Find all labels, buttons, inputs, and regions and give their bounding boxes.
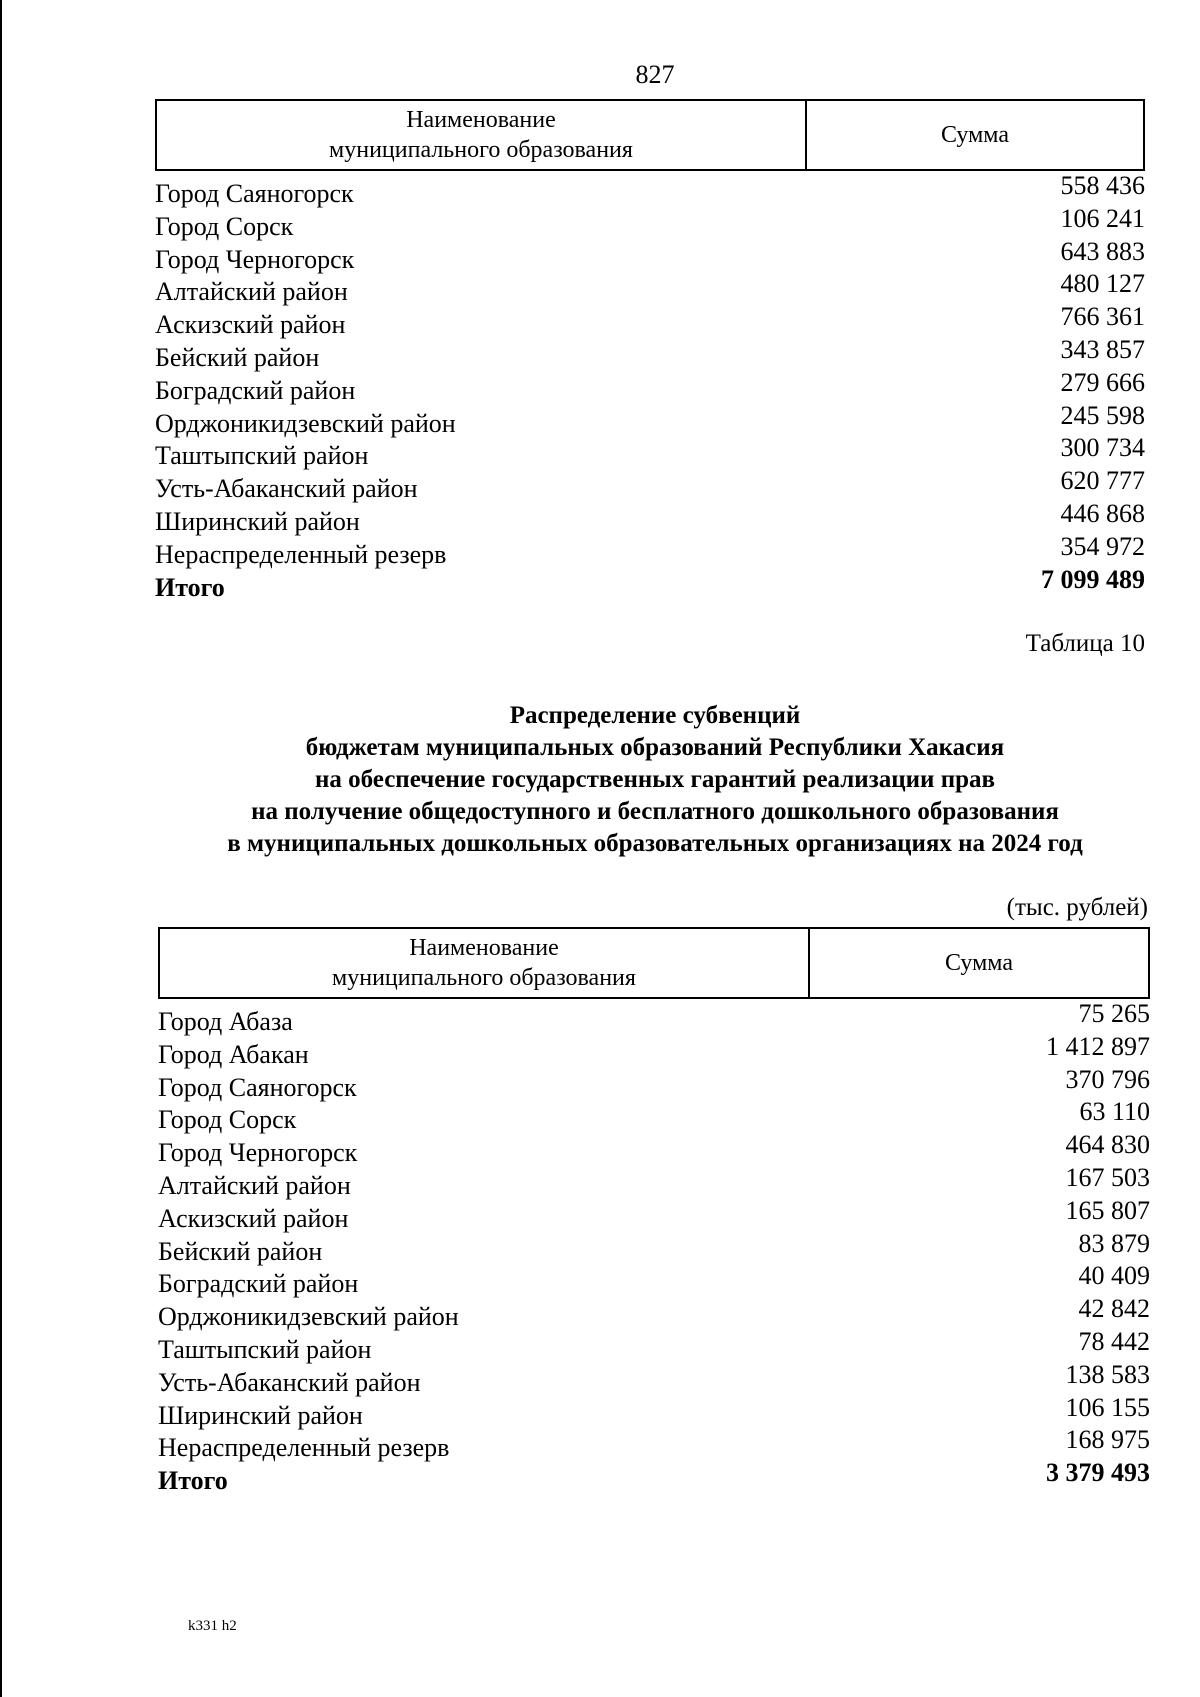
table-row [158, 1425, 1150, 1463]
municipality-name: Город Черногорск [155, 244, 355, 274]
table-row [158, 1130, 1150, 1168]
amount-value: 343 857 [1060, 334, 1145, 364]
table-row [158, 1359, 1150, 1397]
table-row [158, 1294, 1150, 1332]
municipality-name: Бейский район [155, 342, 320, 372]
amount-value: 279 666 [1060, 367, 1145, 397]
header-name-cell [160, 929, 810, 997]
table-row [155, 236, 1145, 274]
table-row [155, 302, 1145, 340]
amount-value: 620 777 [1060, 466, 1145, 496]
header-name-line2: муниципального образования [329, 137, 633, 163]
amount-value: 78 442 [1078, 1326, 1150, 1356]
municipality-name: Усть-Абаканский район [158, 1367, 421, 1397]
table-top [155, 99, 1145, 602]
municipality-name: Орджоникидзевский район [155, 408, 456, 438]
heading-line: Распределение субвенций [509, 702, 801, 729]
page-number: 827 [635, 60, 675, 89]
amount-value: 766 361 [1060, 302, 1145, 332]
units-label: (тыс. рублей) [1006, 894, 1148, 921]
table-row [158, 1392, 1150, 1430]
header-name-line2: муниципального образования [332, 965, 636, 991]
municipality-name: Город Саяногорск [158, 1072, 357, 1102]
table-row [158, 1195, 1150, 1233]
amount-value: 83 879 [1078, 1228, 1150, 1258]
table-row [155, 433, 1145, 471]
table-row [155, 269, 1145, 307]
municipality-name: Нераспределенный резерв [158, 1433, 450, 1463]
amount-value: 446 868 [1060, 498, 1145, 528]
table-label: Таблица 10 [1025, 630, 1145, 657]
header-sum-cell: Сумма [945, 949, 1013, 976]
amount-value: 464 830 [1065, 1130, 1150, 1160]
table-row [155, 171, 1145, 208]
table-row [158, 1228, 1150, 1266]
municipality-name: Аскизский район [155, 310, 346, 340]
municipality-name: Ширинский район [158, 1400, 363, 1430]
municipality-name: Боградский район [155, 375, 356, 405]
municipality-name: Таштыпский район [158, 1334, 372, 1364]
municipality-name: Город Абакан [158, 1039, 309, 1069]
table-bottom [158, 927, 1150, 1496]
municipality-name: Город Саяногорск [155, 179, 354, 208]
amount-value: 370 796 [1065, 1064, 1150, 1094]
amount-value: 1 412 897 [1046, 1031, 1150, 1061]
table-row [155, 367, 1145, 405]
table-row [158, 1326, 1150, 1364]
amount-value: 75 265 [1078, 999, 1150, 1028]
header-name-cell [157, 101, 807, 169]
table-row [158, 1064, 1150, 1102]
header-name-line1: Наименование [409, 935, 559, 961]
table-row [155, 498, 1145, 536]
municipality-name: Город Абаза [158, 1007, 293, 1036]
municipality-name: Город Сорск [155, 211, 294, 241]
heading-line: бюджетам муниципальных образований Республики Хакасия [305, 734, 1005, 761]
amount-value: 245 598 [1060, 400, 1145, 430]
table-row [155, 334, 1145, 372]
table-top-body [155, 171, 1145, 602]
header-name-line1: Наименование [406, 107, 556, 133]
amount-value: 480 127 [1060, 269, 1145, 299]
table-row [158, 999, 1150, 1036]
municipality-name: Аскизский район [158, 1203, 349, 1233]
municipality-name: Алтайский район [158, 1170, 351, 1200]
amount-value: 354 972 [1060, 531, 1145, 561]
total-label: Итого [155, 572, 225, 602]
heading-line: на обеспечение государственных гарантий реализации прав [314, 766, 996, 793]
table-row [155, 400, 1145, 438]
heading-line: на получение общедоступного и бесплатного дошкольного образования [251, 798, 1059, 825]
amount-value: 138 583 [1065, 1359, 1150, 1389]
heading-line: в муниципальных дошкольных образовательных организациях на 2024 год [227, 830, 1083, 857]
amount-value: 40 409 [1078, 1261, 1150, 1291]
table-row [155, 531, 1145, 569]
amount-value: 300 734 [1060, 433, 1145, 463]
municipality-name: Таштыпский район [155, 441, 369, 471]
footer-code: k331 h2 [188, 1618, 237, 1634]
table-row [158, 1031, 1150, 1069]
amount-value: 643 883 [1060, 236, 1145, 266]
table-bottom-body [158, 999, 1150, 1496]
table-row [158, 1162, 1150, 1200]
total-value: 7 099 489 [1041, 564, 1145, 594]
municipality-name: Ширинский район [155, 506, 360, 536]
municipality-name: Усть-Абаканский район [155, 474, 418, 504]
table-top-header [155, 99, 1145, 171]
table-heading [150, 700, 1160, 860]
municipality-name: Город Черногорск [158, 1138, 358, 1168]
table-row [155, 466, 1145, 504]
total-value: 3 379 493 [1046, 1458, 1150, 1488]
municipality-name: Боградский район [158, 1269, 359, 1299]
table-row [158, 1261, 1150, 1299]
amount-value: 42 842 [1078, 1294, 1150, 1324]
municipality-name: Нераспределенный резерв [155, 539, 447, 569]
amount-value: 165 807 [1065, 1195, 1150, 1225]
amount-value: 106 155 [1065, 1392, 1150, 1422]
amount-value: 558 436 [1060, 171, 1145, 200]
municipality-name: Орджоникидзевский район [158, 1302, 459, 1332]
total-label: Итого [158, 1466, 228, 1496]
municipality-name: Алтайский район [155, 277, 348, 307]
amount-value: 106 241 [1060, 203, 1145, 233]
amount-value: 63 110 [1079, 1097, 1150, 1127]
table-bottom-header [158, 927, 1150, 999]
municipality-name: Бейский район [158, 1236, 323, 1266]
amount-value: 168 975 [1065, 1425, 1150, 1455]
municipality-name: Город Сорск [158, 1105, 297, 1135]
amount-value: 167 503 [1065, 1162, 1150, 1192]
header-sum-cell: Сумма [941, 121, 1009, 148]
page-left-edge [0, 0, 2, 1697]
